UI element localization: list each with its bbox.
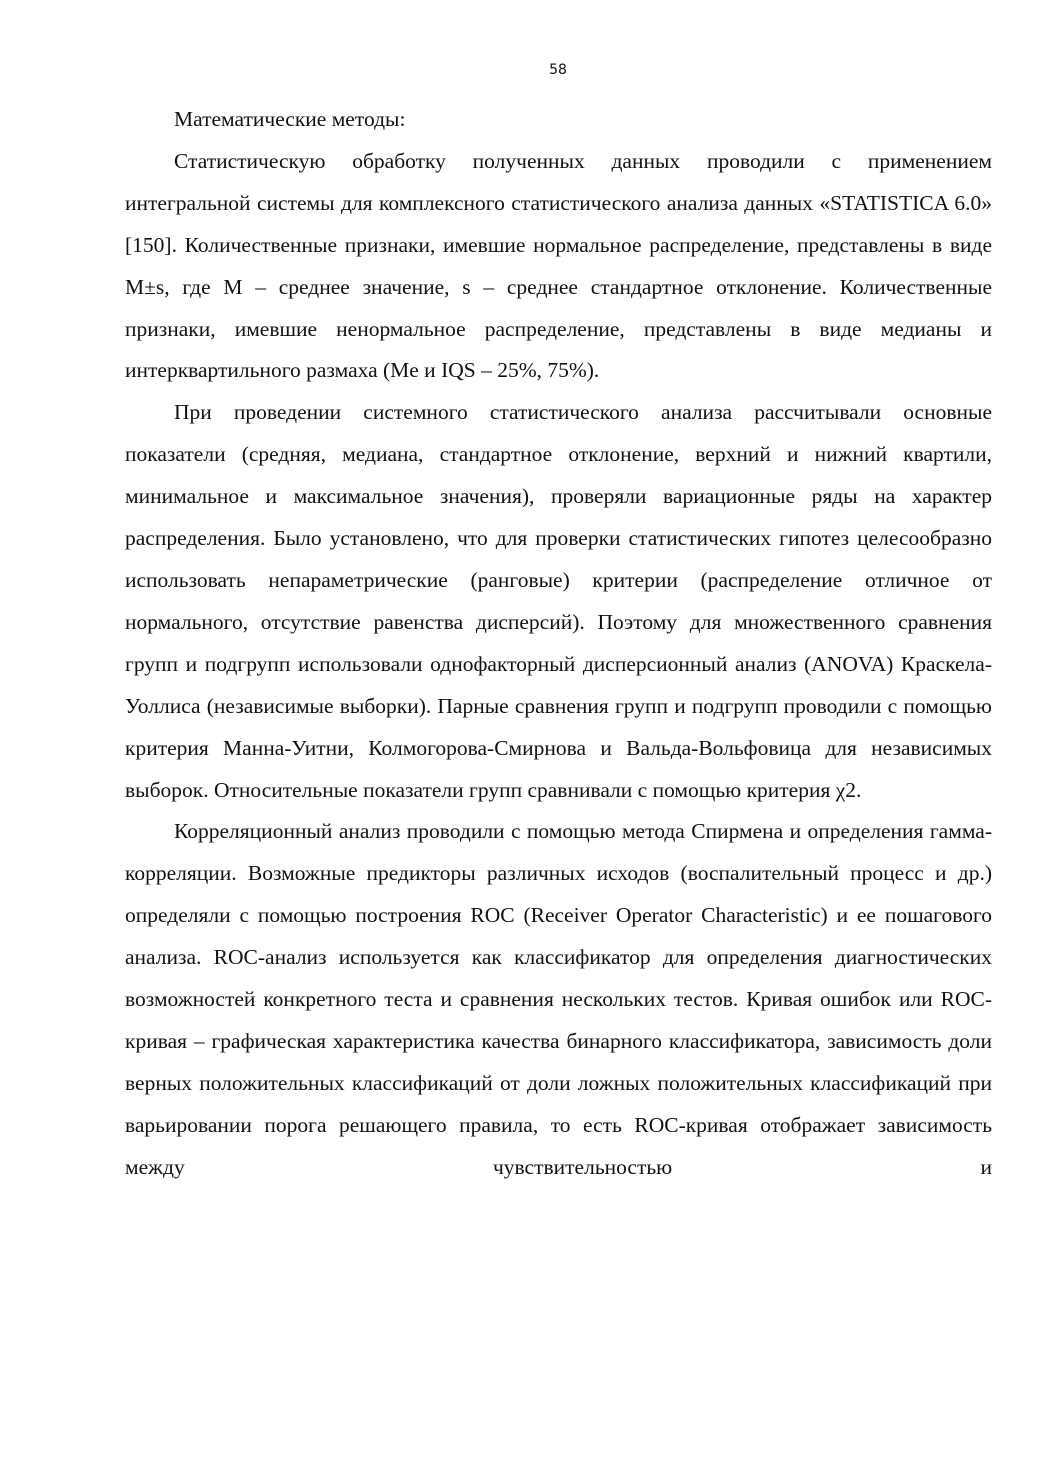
paragraph-statistics: Статистическую обработку полученных данных проводили с применением интегральной системы для комплексного статистического анализа данных «STATISTICA 6.0» [150]. Количественные признаки, имевшие нормальное распределение, представлены в виде M±s, где M – среднее значение, s – среднее стандартное отклонение. Количественные признаки, имевшие ненормальное распределение, представлены в виде медианы и интерквартильного размаха (Me и IQS – 25%, 75%). (125, 148, 992, 383)
paragraph-system-analysis: При проведении системного статистического анализа рассчитывали основные показатели (средняя, медиана, стандартное отклонение, верхний и нижний квартили, минимальное и максимальное значения), проверяли вариационные ряды на характер распределения. Было установлено, что для проверки статистических гипотез целесообразно использовать непараметрические (ранговые) критерии (распределение отличное от нормального, отсутствие равенства дисперсий). Поэтому для множественного сравнения групп и подгрупп использовали однофакторный дисперсионный анализ (ANOVA) Краскела-Уоллиса (независимые выборки). Парные сравнения групп и подгрупп проводили с помощью критерия Манна-Уитни, Колмогорова-Смирнова и Вальда-Вольфовица для независимых выборок. Относительные показатели групп сравнивали с помощью критерия χ2. (125, 400, 992, 802)
page-number: 58 (549, 62, 567, 78)
document-body (125, 99, 992, 1189)
paragraph-correlation: Корреляционный анализ проводили с помощью метода Спирмена и определения гамма-корреляции. Возможные предикторы различных исходов (воспалительный процесс и др.) определяли с помощью построения ROC (Receiver Operator Characteristic) и ее пошагового анализа. ROC-анализ используется как классификатор для определения диагностических возможностей конкретного теста и сравнения нескольких тестов. Кривая ошибок или ROC-кривая – графическая характеристика качества бинарного классификатора, зависимость доли верных положительных классификаций от доли ложных положительных классификаций при варьировании порога решающего правила, то есть ROC-кривая отображает зависимость между чувствительностью и (125, 819, 992, 1179)
paragraph-methods-heading: Математические методы: (174, 107, 406, 131)
